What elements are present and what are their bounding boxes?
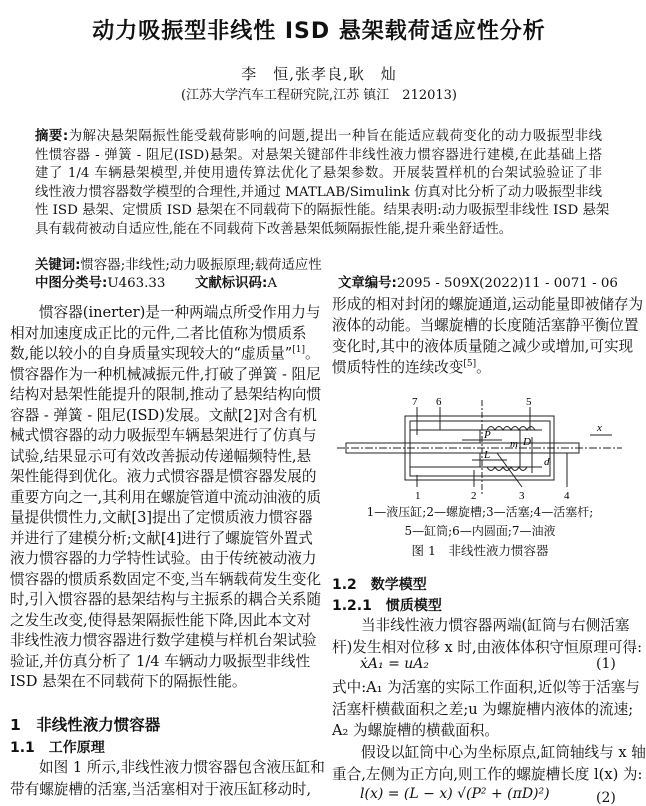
label-4: 4 xyxy=(564,490,570,502)
text-line: 重要方向之一,其利用在螺旋管道中流动油液的质 xyxy=(10,488,322,506)
dim-m: m xyxy=(510,438,518,450)
affiliation: (江苏大学汽车工程研究院,江苏 镇江 212013) xyxy=(180,88,458,103)
text-line: 式中:A₁ 为活塞的实际工作面积,近似等于活塞与 xyxy=(332,679,640,696)
text-line: 变化时,其中的液体质量随之减少或增加,可实现 xyxy=(332,338,634,355)
text-line: 非线性液力惯容器进行数学建模与样机台架试验 xyxy=(10,632,317,649)
text-segment: 。 xyxy=(476,359,491,376)
text-line xyxy=(10,344,320,364)
text-line: 之发生改变,使得悬架隔振性能下降,因此本文对 xyxy=(10,611,312,629)
classification-line xyxy=(35,275,618,293)
citation: [1] xyxy=(292,345,305,355)
text-line: 重合,左侧为正方向,则工作的螺旋槽长度 l(x) 为: xyxy=(332,765,643,783)
dim-d: d xyxy=(544,456,550,468)
text-line: 并进行了建模分析;文献[4]进行了螺旋管外置式 xyxy=(10,529,313,547)
clc-label: 中图分类号: xyxy=(35,276,108,291)
text-segment: 惯质特性的连续改变 xyxy=(332,359,464,376)
section-heading-1: 1 非线性液力惯容器 xyxy=(10,716,161,734)
text-line: 假设以缸筒中心为坐标原点,缸筒轴线与 x 轴 xyxy=(361,744,646,761)
label-2: 2 xyxy=(471,490,477,502)
text-line: 惯容器的惯质系数固定不变,当车辆载荷发生变化 xyxy=(10,570,322,588)
text-line: 如图 1 所示,非线性液力惯容器包含液压缸和 xyxy=(39,759,325,776)
abstract-line: 性惯容器 - 弹簧 - 阻尼(ISD)悬架。对悬架关键部件非线性液力惯容器进行建模,在此基础上搭 xyxy=(35,147,602,163)
citation: [5] xyxy=(463,359,477,369)
section-heading-1-1: 1.1 工作原理 xyxy=(10,740,105,756)
text-line: 量提供惯性力,文献[3]提出了定惯质液力惯容器 xyxy=(10,509,313,526)
text-line: 杆)发生相对位移 x 时,由液体体积守恒原理可得: xyxy=(332,638,643,656)
text-line: ISD 悬架在不同载荷下的隔振性能。 xyxy=(10,673,247,690)
doc-code-value: A xyxy=(267,276,277,291)
figure-legend-2: 5—缸筒;6—内圆面;7—油液 xyxy=(404,524,556,538)
label-7: 7 xyxy=(412,396,418,408)
dim-D: D xyxy=(523,436,531,448)
paper-title: 动力吸振型非线性 ISD 悬架载荷适应性分析 xyxy=(92,19,546,44)
dim-P: P xyxy=(484,429,491,441)
text-line: 验证,并仿真分析了 1/4 车辆动力吸振型非线性 xyxy=(10,652,311,670)
article-no-value: 2095 - 509X(2022)11 - 0071 - 06 xyxy=(396,276,618,291)
equation-1-number: (1) xyxy=(596,656,616,672)
section-heading-1-2: 1.2 数学模型 xyxy=(332,577,427,593)
abstract-text: 为解决悬架隔振性能受载荷影响的问题,提出一种旨在能适应载荷变化的动力吸振型非线 xyxy=(68,129,602,144)
text-line: 相对加速度成正比的元件,二者比值称为惯质系 xyxy=(10,324,307,342)
figure-caption: 图 1 非线性液力惯容器 xyxy=(411,543,549,558)
helical-groove-top xyxy=(487,427,535,431)
text-line: 惯容器(inerter)是一种两端点所受作用力与 xyxy=(39,304,321,321)
abstract-line: 建了 1/4 车辆悬架模型,并使用遗传算法优化了悬架参数。开展装置样机的台架试验验证了非 xyxy=(35,166,602,182)
label-6: 6 xyxy=(436,396,442,408)
helical-groove-bottom xyxy=(487,467,527,471)
abstract-label: 摘要: xyxy=(35,129,69,144)
text-line: 惯容器作为一种机械减振元件,打破了弹簧 - 阻尼 xyxy=(10,365,321,383)
text-line: 活塞杆横截面积之差;u 为螺旋槽内液体的流速; xyxy=(332,700,634,718)
text-line: 架性能得到优化。液力式惯容器是惯容器发展的 xyxy=(10,468,317,485)
abstract-line: 具有载荷被动自适应性,能在不同载荷下改善悬架低频隔振性能,提升乘坐舒适性。 xyxy=(35,222,513,237)
equation-1: ẋA₁ = uA₂ xyxy=(360,656,429,672)
clc-value: U463.33 xyxy=(107,276,166,291)
keywords xyxy=(35,257,602,275)
abstract-line: 线性液力惯容器数学模型的合理性,并通过 MATLAB/Simulink 仿真对比分析了动力吸振型非线 xyxy=(35,184,602,200)
text-line: 容器 - 弹簧 - 阻尼(ISD)发展。文献[2]对含有机 xyxy=(10,406,317,424)
text-segment: 数,能以较小的自身质量实现较大的“虚质量” xyxy=(10,345,293,362)
text-line: 结构对悬架性能提升的限制,推动了悬架结构向惯 xyxy=(10,386,322,403)
label-1: 1 xyxy=(415,490,421,502)
article-no-label: 文章编号: xyxy=(338,276,397,291)
figure-legend-1: 1—液压缸;2—螺旋槽;3—活塞;4—活塞杆; xyxy=(366,505,594,519)
text-line: 形成的相对封闭的螺旋通道,运动能量即被储存为 xyxy=(332,296,644,313)
text-line: 试验,结果显示可有效改善振动传递幅频特性,悬 xyxy=(10,447,312,465)
text-line: A₂ 为螺旋槽的横截面积。 xyxy=(332,722,499,739)
equation-2-number: (2) xyxy=(596,790,616,806)
label-3: 3 xyxy=(519,490,525,502)
doc-code-label: 文献标识码: xyxy=(195,276,268,291)
text-segment: 。 xyxy=(305,345,320,362)
abstract-line: 性 ISD 悬架、定惯质 ISD 悬架在不同载荷下的隔振性能。结果表明:动力吸振型非线性 ISD 悬架 xyxy=(35,203,610,219)
text-line: 带有螺旋槽的活塞,当活塞相对于液压缸移动时, xyxy=(10,780,312,798)
text-line: 时,引入惯容器的悬架结构与主振系的耦合关系随 xyxy=(10,591,322,608)
text-line: 液体的动能。当螺旋槽的长度随活塞静平衡位置 xyxy=(332,317,639,334)
keywords-label: 关键词: xyxy=(35,258,81,273)
text-line: 械式惯容器的动力吸振型车辆悬架进行了仿真与 xyxy=(10,427,317,444)
authors: 李 恒,张孝良,耿 灿 xyxy=(241,65,397,83)
text-line: 液力惯容器的力学特性试验。由于传统被动液力 xyxy=(10,550,317,567)
equation-2: l(x) = (L − x) √(P² + (πD)²) xyxy=(360,786,550,802)
text-line xyxy=(332,358,628,378)
section-heading-1-2-1: 1.2.1 惯质模型 xyxy=(332,598,442,614)
figure-1-diagram xyxy=(332,395,628,505)
dim-L: L xyxy=(484,449,491,461)
label-5: 5 xyxy=(526,396,532,408)
text-line: 当非线性液力惯容器两端(缸筒与右侧活塞 xyxy=(361,617,630,634)
keywords-text: 惯容器;非线性;动力吸振原理;载荷适应性 xyxy=(80,258,322,273)
dim-x: x xyxy=(597,422,602,434)
abstract-line xyxy=(35,127,602,147)
